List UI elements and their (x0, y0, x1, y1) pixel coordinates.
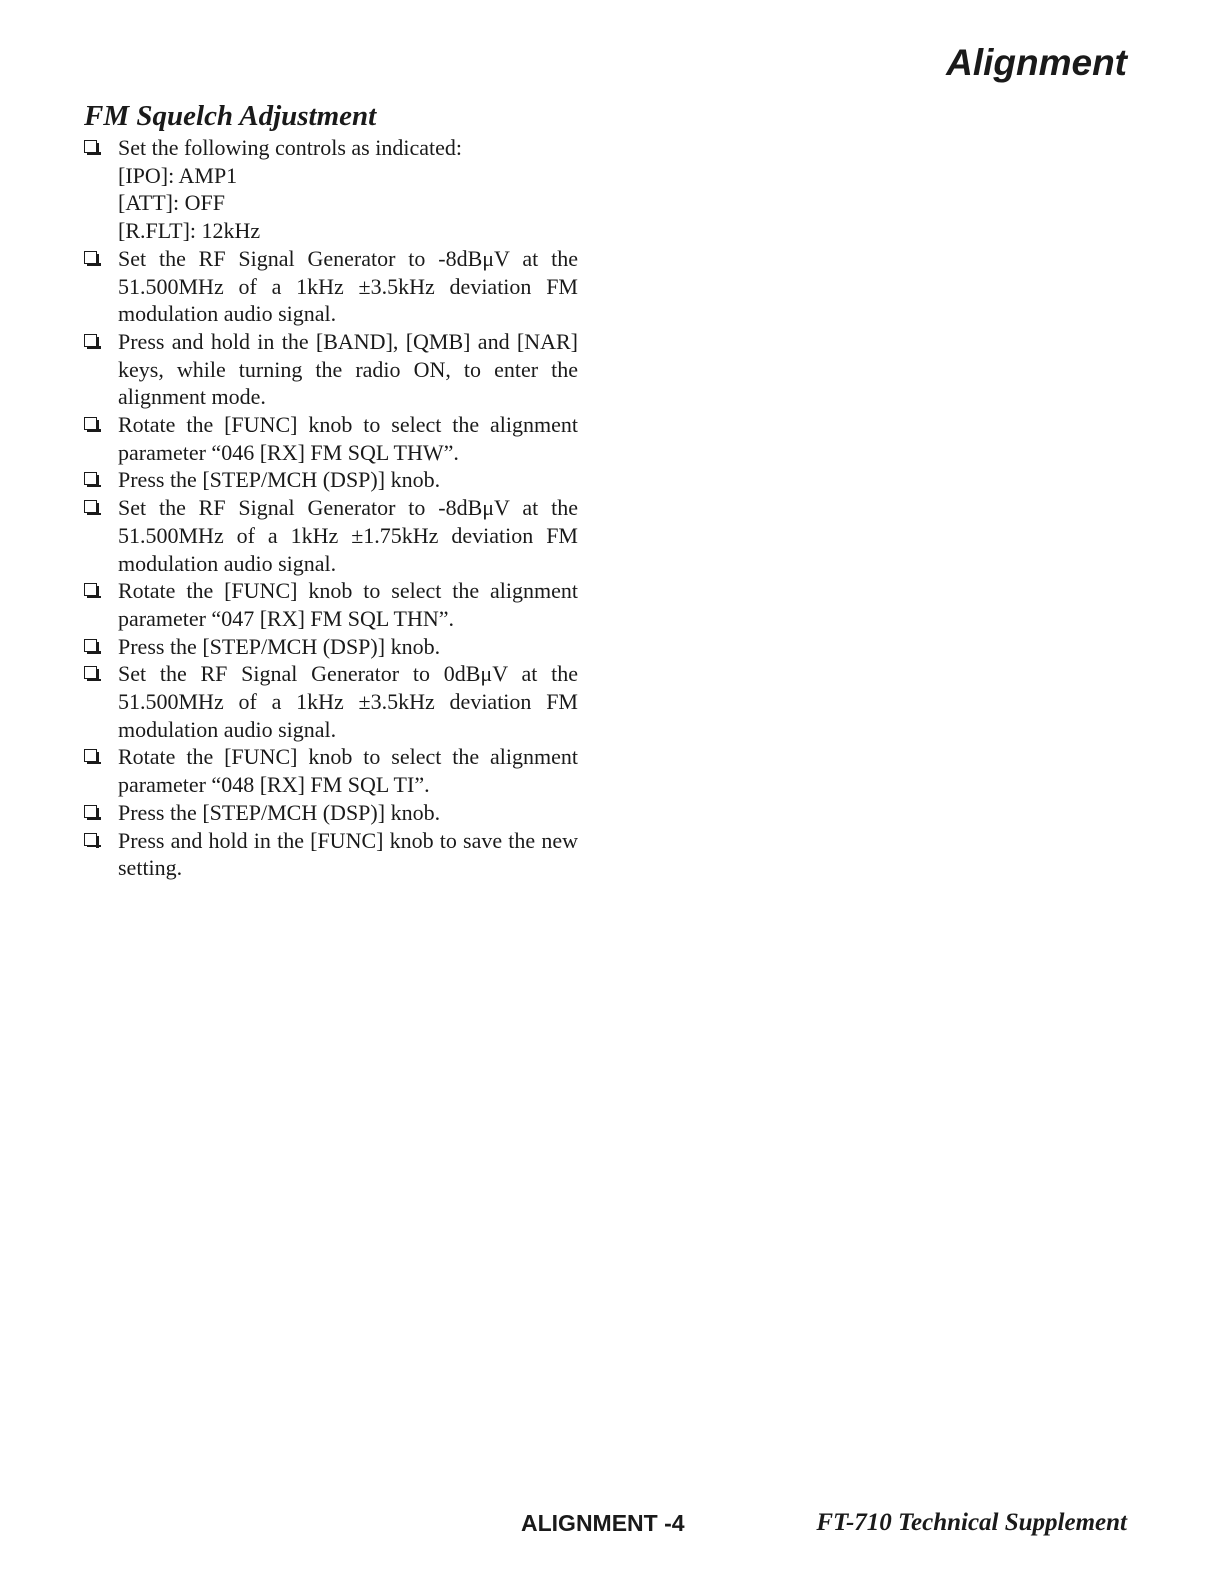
checkbox-icon (84, 472, 97, 485)
checkbox-icon (84, 805, 97, 818)
list-item (84, 660, 578, 743)
footer-document-title: FT-710 Technical Supplement (816, 1509, 1127, 1536)
footer-page-label: ALIGNMENT -4 (521, 1510, 685, 1536)
main-content (84, 98, 578, 882)
step-text: Press the [STEP/MCH (DSP)] knob. (118, 633, 441, 659)
list-item (84, 577, 578, 632)
control-setting-ipo: [IPO]: AMP1 (118, 162, 238, 188)
checkbox-icon (84, 749, 97, 762)
list-item (84, 494, 578, 577)
checkbox-icon (84, 583, 97, 596)
list-item (84, 328, 578, 411)
control-setting-rflt: [R.FLT]: 12kHz (118, 218, 261, 244)
list-item (84, 743, 578, 798)
step-text: Set the RF Signal Generator to 0dBμV at the 51.500MHz of a 1kHz ±3.5kHz deviation FM modulation audio signal. (118, 661, 578, 742)
step-text: Rotate the [FUNC] knob to select the alignment parameter “047 [RX] FM SQL THN”. (118, 578, 578, 631)
checkbox-icon (84, 639, 97, 652)
step-text: Set the RF Signal Generator to -8dBμV at the 51.500MHz of a 1kHz ±3.5kHz deviation FM modulation audio signal. (118, 245, 578, 327)
list-item (84, 134, 578, 245)
page-header-title: Alignment (946, 42, 1127, 83)
list-item (84, 245, 578, 328)
step-text: Set the RF Signal Generator to -8dBμV at the 51.500MHz of a 1kHz ±1.75kHz deviation FM modulation audio signal. (118, 495, 578, 576)
checkbox-icon (84, 334, 97, 347)
list-item (84, 411, 578, 466)
list-item (84, 633, 578, 661)
step-text: Rotate the [FUNC] knob to select the alignment parameter “046 [RX] FM SQL THW”. (118, 412, 578, 465)
list-item (84, 799, 578, 827)
step-text: Press the [STEP/MCH (DSP)] knob. (118, 799, 441, 825)
checkbox-icon (84, 500, 97, 513)
list-item (84, 466, 578, 494)
step-text: Press and hold in the [FUNC] knob to save the new setting. (118, 827, 578, 881)
step-text: Rotate the [FUNC] knob to select the alignment parameter “048 [RX] FM SQL TI”. (118, 744, 578, 798)
checkbox-icon (84, 417, 97, 430)
steps-list (84, 134, 578, 882)
control-setting-att: [ATT]: OFF (118, 190, 225, 216)
step-text: Press the [STEP/MCH (DSP)] knob. (118, 467, 441, 493)
step-text: Set the following controls as indicated: (118, 135, 462, 160)
section-title: FM Squelch Adjustment (84, 100, 377, 132)
list-item (84, 827, 578, 882)
checkbox-icon (84, 833, 97, 846)
step-text: Press and hold in the [BAND], [QMB] and [NAR] keys, while turning the radio ON, to enter the alignment mode. (118, 328, 578, 410)
checkbox-icon (84, 251, 97, 264)
checkbox-icon (84, 140, 97, 153)
checkbox-icon (84, 666, 97, 679)
